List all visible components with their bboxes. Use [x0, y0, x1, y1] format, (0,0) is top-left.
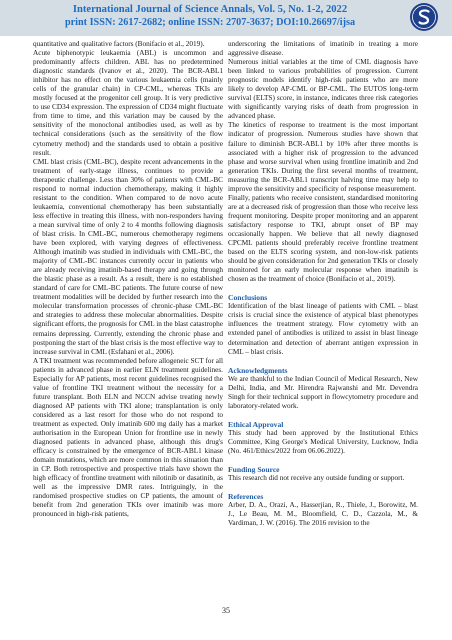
- journal-header: [0, 0, 452, 36]
- ethical-approval-heading: Ethical Approval: [228, 419, 284, 429]
- paragraph: Numerous initial variables at the time of CML diagnosis have been linked to various probabilities of progression. Current prognostic models identify high-risk patients who are more likely to develop AP-CML or BP-CML. The EUTOS long-term survival (ELTS) score, in instance, indicates three risk categories with significantly varying risks of death from progression in advanced phase.: [228, 58, 418, 121]
- page-number: 35: [222, 606, 230, 615]
- section-gap: [228, 411, 418, 420]
- conclusions-text: Identification of the blast lineage of patients with CML – blast crisis is crucial since the existence of atypical blast phenotypes influences the treatment strategy. Flow cytometry with an extended panel of antibodies is utilized to assist in blast lineage determination and detection of aberrant antigen expression in CML – blast crisis.: [228, 302, 418, 356]
- paragraph: A TKI treatment was recommended before allogeneic SCT for all patients in advanced phase in earlier ELN treatment guidelines. Especially for AP patients, most recent guidelines recognised the value of frontline TKI treatment without the necessity for a future transplant. Both ELN and NCCN advise treating newly diagnosed AP patients with TKI alone; transplantation is only considered as a last resort for those who do not respond to treatment as expected. Only imatinib 600 mg daily has a market authorisation in the European Union for frontline use in newly diagnosed patients in advanced phase, although this drug's efficacy is constrained by the emergence of BCR-ABL1 kinase domain mutations, which are more common in this situation than in CP. Both retrospective and prospective trials have shown the high efficacy of frontline treatment with nilotinib or dasatinib, as well as the impressive DMR rates. Intriguingly, in the randomised prospective studies on CP patients, the amount of benefit from 2nd generation TKIs over imatinib was more pronounced in high-risk patients,: [33, 356, 223, 519]
- references-heading: References: [228, 492, 264, 502]
- ethical-approval-text: This study had been approved by the Institutional Ethics Committee, King George's Medical University, Lucknow, India (No. 461/Ethics/2022 from 06.06.2022).: [228, 428, 418, 455]
- journal-logo-icon: [409, 2, 439, 32]
- reference-entry: Arber, D. A., Orazi, A., Hasserjian, R., Thiele, J., Borowitz, M. J., Le Beau, M. M., Bloomfield, C. D., Cazzola, M., & Vardiman, J. W. (2016). The 2016 revision to the: [228, 501, 418, 528]
- left-column: [33, 40, 223, 519]
- paragraph: underscoring the limitations of imatinib in treating a more aggressive disease.: [228, 40, 418, 58]
- paragraph: Acute biphenotypic leukaemia (ABL) is uncommon and predominantly affects children. ABL has no predetermined diagnostic standards (Ivanov et al., 2020). The BCR-ABL1 inhibitor has no effect on the various leukaemia cells (mainly cells of the granular chain) in CP-CML, whereas TKIs are mostly focused at the progenitor cell group. It is very predictive to use CD34 expression. The expression of CD34 might fluctuate from time to time, and this variation may be caused by the sensitivity of the monoclonal antibodies used, as well as by technical considerations (such as the sensitivity of the flow cytometry method) and the standards used to obtain a positive result.: [33, 49, 223, 157]
- conclusions-heading: Conclusions: [228, 293, 268, 303]
- right-column: [228, 40, 418, 528]
- journal-title: International Journal of Science Annals, Vol. 5, No. 1-2, 2022: [72, 4, 348, 15]
- journal-issn-doi: print ISSN: 2617-2682; online ISSN: 2707-3637; DOI:10.26697/ijsa: [64, 17, 356, 28]
- funding-source-text: This research did not receive any outside funding or support.: [228, 474, 405, 483]
- paragraph: Finally, patients who receive consistent, standardised monitoring are at a decreased risk of progression than those who receive less frequent monitoring. Despite proper monitoring and an apparent satisfactory response to TKI, abrupt onset of BP may occasionally happen. We believe that all newly diagnosed CPCML patients should preferably receive frontline treatment based on the ELTS scoring system, and non-low-risk patients should be given consideration for 2nd generation TKIs or closely monitored for an early molecular response when imatinib is chosen as the treatment of choice (Bonifacio et al., 2019).: [228, 193, 418, 284]
- acknowledgments-text: We are thankful to the Indian Council of Medical Research, New Delhi, India, and Mr. Hirendra Rajwanshi and Mr. Devendra Singh for their technical support in flowcytometry procedure and laboratory-related work.: [228, 374, 418, 410]
- paragraph: CML blast crisis (CML-BC), despite recent advancements in the treatment of early-stage illness, continues to provide a therapeutic challenge. Less than 30% of patients with CML-BC respond to normal induction chemotherapy, making it highly resistant to the condition. When compared to de novo acute leukaemia, conventional chemotherapy has been substantially less effective in treating this illness, with non-responders having a mean survival time of only 2 to 4 months following diagnosis of blast crisis. In CML-BC, numerous chemotherapy regimens have been explored, with varying degrees of effectiveness. Although imatinib was studied in individuals with CML-BC, the majority of CML-BC instances currently occur in patients who are already receiving imatinib-based therapy and going through the blastic phase as a result. As a result, there is no established standard of care for CML-BC patients. The future course of new treatment modalities will be decided by further research into the molecular transformation processes of chronic-phase CML-BC and strategies to address these molecular abnormalities. Despite significant efforts, the prognosis for CML in the blast catastrophe remains depressing. Currently, extending the chronic phase and postponing the start of the blast crisis is the most effective way to increase survival in CML (Esfahani et al., 2006).: [33, 157, 223, 356]
- funding-source-heading: Funding Source: [228, 465, 280, 475]
- section-gap: [228, 357, 418, 366]
- section-gap: [228, 483, 418, 492]
- section-gap: [228, 284, 418, 293]
- paragraph: quantitative and qualitative factors (Bonifacio et al., 2019).: [33, 40, 205, 48]
- section-gap: [228, 456, 418, 465]
- paragraph: The kinetics of response to treatment is the most important indicator of progression. Numerous studies have shown that failure to diminish BCR-ABL1 by 10% after three months is associated with a higher risk of progression to the advanced phase and worse survival when using frontline imatinib and 2nd generation TKIs. During the first several months of treatment, measuring the BCR-ABL1 transcript halving time may help to improve the sensitivity and specificity of response measurement.: [228, 121, 418, 193]
- acknowledgments-heading: Acknowledgments: [228, 365, 288, 375]
